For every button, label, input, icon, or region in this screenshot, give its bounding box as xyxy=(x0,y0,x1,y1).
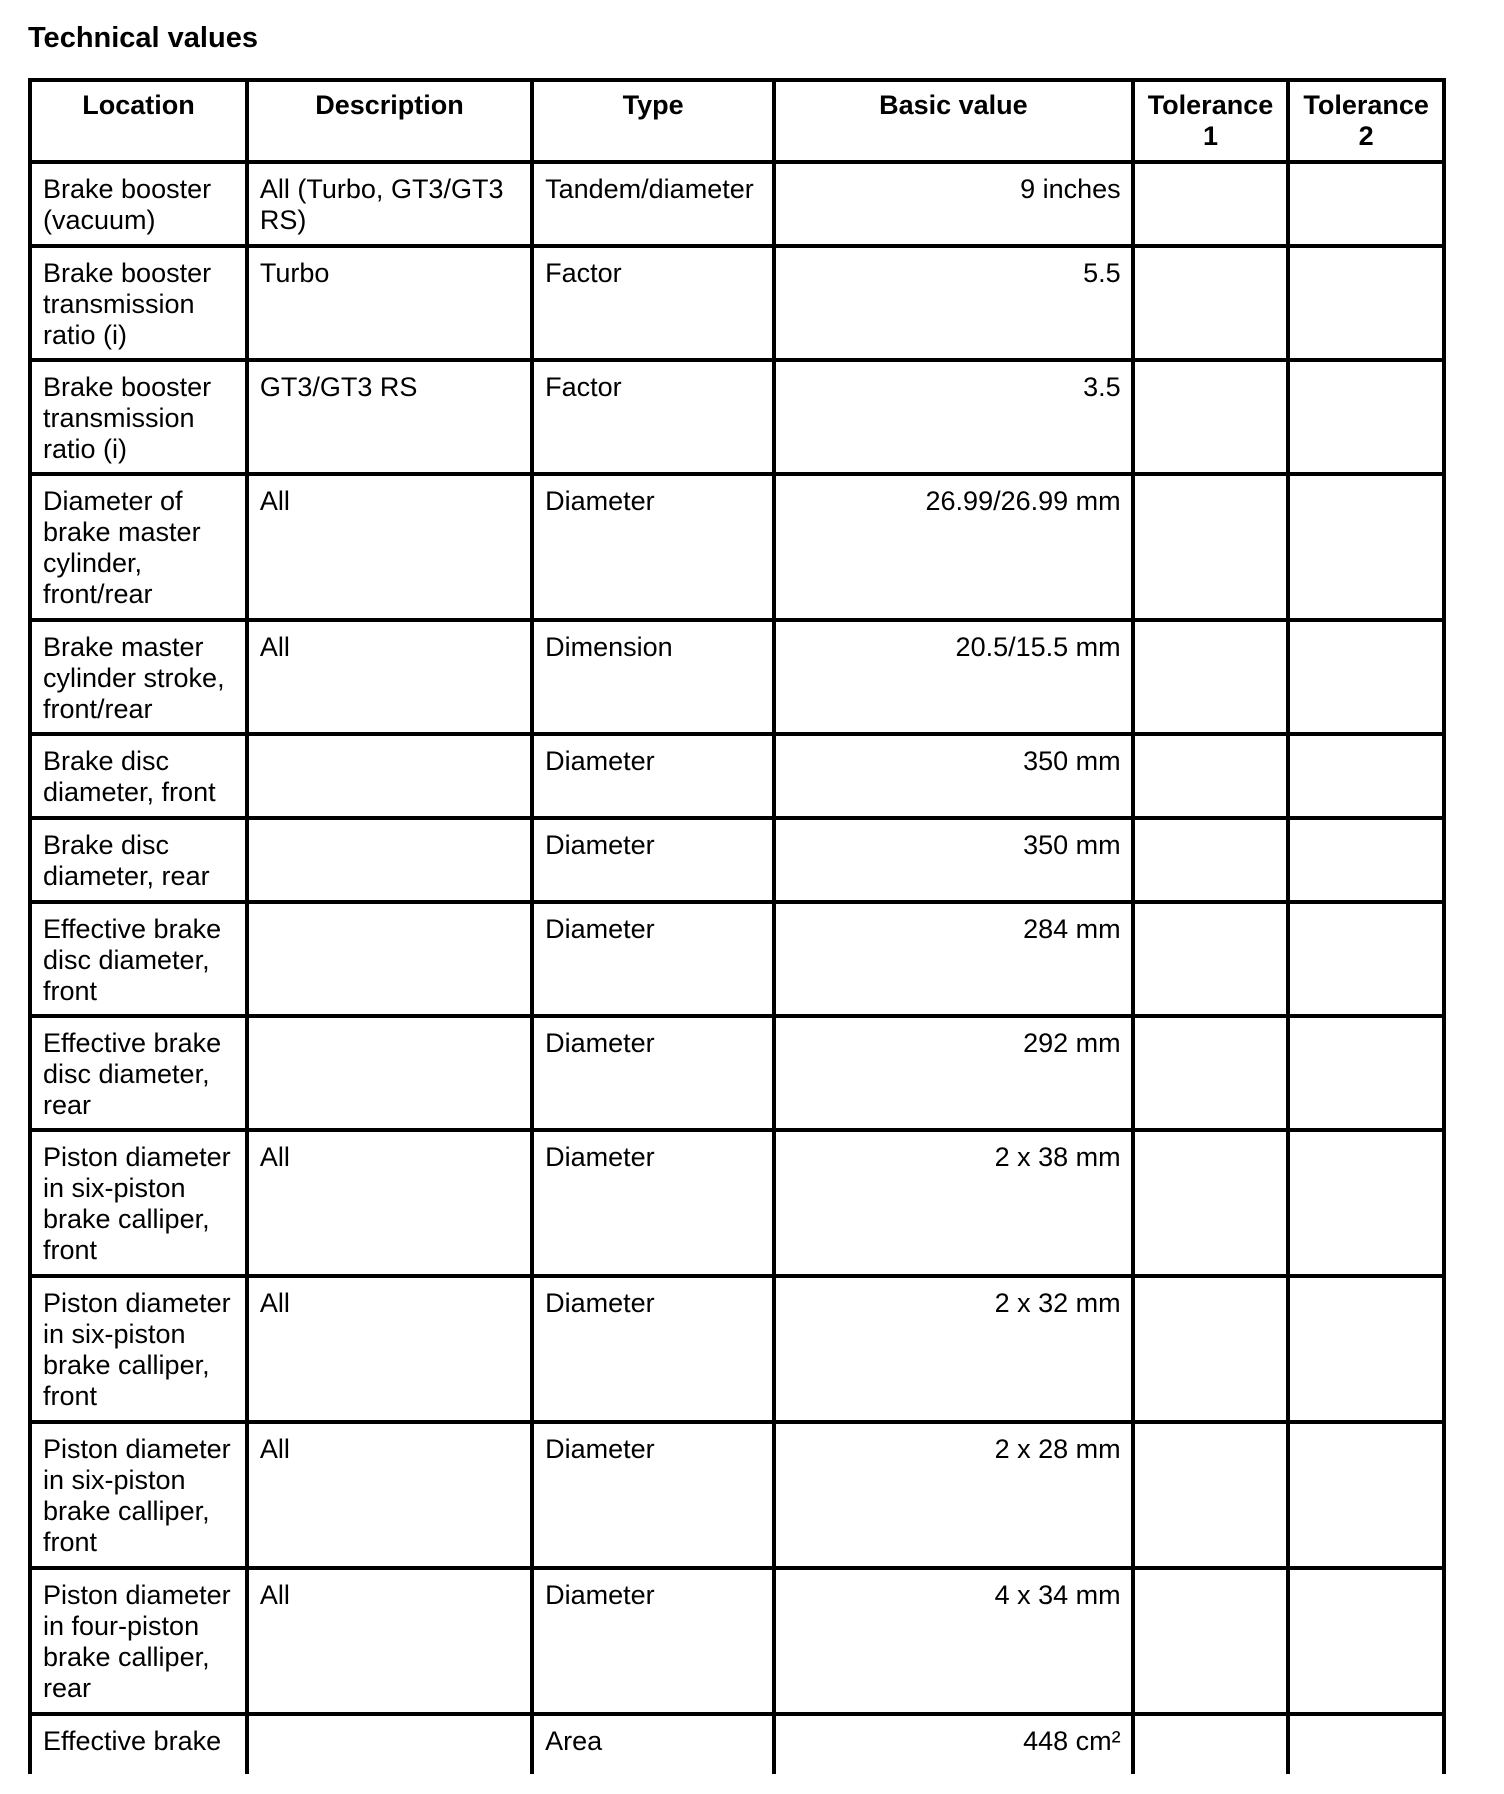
cell-tolerance1 xyxy=(1133,1422,1289,1568)
cell-type: Factor xyxy=(532,246,774,360)
cell-basic-value: 5.5 xyxy=(774,246,1133,360)
cell-tolerance2 xyxy=(1288,620,1444,734)
header-description: Description xyxy=(247,80,532,162)
table-row xyxy=(30,818,1444,902)
cell-tolerance1 xyxy=(1133,1276,1289,1422)
table-row xyxy=(30,474,1444,620)
table-row xyxy=(30,1130,1444,1276)
cell-tolerance1 xyxy=(1133,818,1289,902)
cell-type: Diameter xyxy=(532,1130,774,1276)
cell-basic-value: 350 mm xyxy=(774,818,1133,902)
cell-type: Diameter xyxy=(532,1568,774,1714)
cell-tolerance2 xyxy=(1288,1422,1444,1568)
cell-location: Effective brake xyxy=(30,1714,247,1774)
cell-location: Diameter of brake master cylinder, front/rear xyxy=(30,474,247,620)
cell-basic-value: 26.99/26.99 mm xyxy=(774,474,1133,620)
cell-tolerance1 xyxy=(1133,360,1289,474)
cell-tolerance1 xyxy=(1133,734,1289,818)
cell-basic-value: 4 x 34 mm xyxy=(774,1568,1133,1714)
cell-location: Brake disc diameter, rear xyxy=(30,818,247,902)
table-row xyxy=(30,1714,1444,1774)
cell-description: All xyxy=(247,1422,532,1568)
cell-location: Brake disc diameter, front xyxy=(30,734,247,818)
cell-basic-value: 2 x 38 mm xyxy=(774,1130,1133,1276)
cell-type: Factor xyxy=(532,360,774,474)
table-body xyxy=(30,162,1444,1774)
cell-description: All (Turbo, GT3/GT3 RS) xyxy=(247,162,532,246)
cell-basic-value: 292 mm xyxy=(774,1016,1133,1130)
cell-description: All xyxy=(247,1276,532,1422)
cell-location: Piston diameter in six-piston brake calliper, front xyxy=(30,1130,247,1276)
cell-tolerance2 xyxy=(1288,246,1444,360)
cell-tolerance1 xyxy=(1133,1016,1289,1130)
table-row xyxy=(30,162,1444,246)
cell-basic-value: 9 inches xyxy=(774,162,1133,246)
table-row xyxy=(30,1016,1444,1130)
cell-tolerance2 xyxy=(1288,360,1444,474)
cell-basic-value: 284 mm xyxy=(774,902,1133,1016)
cell-type: Diameter xyxy=(532,734,774,818)
cell-tolerance2 xyxy=(1288,1130,1444,1276)
cell-description xyxy=(247,734,532,818)
cell-tolerance2 xyxy=(1288,1276,1444,1422)
cell-location: Piston diameter in four-piston brake calliper, rear xyxy=(30,1568,247,1714)
cell-type: Diameter xyxy=(532,474,774,620)
table-row xyxy=(30,1422,1444,1568)
cell-description xyxy=(247,902,532,1016)
cell-tolerance2 xyxy=(1288,1714,1444,1774)
cell-location: Effective brake disc diameter, rear xyxy=(30,1016,247,1130)
cell-tolerance1 xyxy=(1133,1714,1289,1774)
cell-tolerance2 xyxy=(1288,818,1444,902)
cell-basic-value: 2 x 32 mm xyxy=(774,1276,1133,1422)
cell-location: Piston diameter in six-piston brake calliper, front xyxy=(30,1422,247,1568)
cell-basic-value: 350 mm xyxy=(774,734,1133,818)
cell-basic-value: 3.5 xyxy=(774,360,1133,474)
cell-description xyxy=(247,1016,532,1130)
cell-location: Piston diameter in six-piston brake calliper, front xyxy=(30,1276,247,1422)
cell-tolerance1 xyxy=(1133,620,1289,734)
cell-description xyxy=(247,1714,532,1774)
cell-type: Diameter xyxy=(532,1422,774,1568)
cell-type: Diameter xyxy=(532,1276,774,1422)
cell-location: Brake booster transmission ratio (i) xyxy=(30,246,247,360)
table-row xyxy=(30,1568,1444,1714)
technical-values-table xyxy=(28,78,1446,1774)
table-row xyxy=(30,360,1444,474)
cell-type: Tandem/diameter xyxy=(532,162,774,246)
cell-description: All xyxy=(247,620,532,734)
cell-tolerance2 xyxy=(1288,1016,1444,1130)
cell-location: Brake booster transmission ratio (i) xyxy=(30,360,247,474)
cell-tolerance2 xyxy=(1288,1568,1444,1714)
cell-basic-value: 448 cm² xyxy=(774,1714,1133,1774)
cell-location: Brake booster (vacuum) xyxy=(30,162,247,246)
cell-tolerance1 xyxy=(1133,1568,1289,1714)
cell-tolerance2 xyxy=(1288,902,1444,1016)
cell-tolerance1 xyxy=(1133,162,1289,246)
table-header-row xyxy=(30,80,1444,162)
cell-tolerance2 xyxy=(1288,734,1444,818)
cell-type: Diameter xyxy=(532,818,774,902)
header-basic-value: Basic value xyxy=(774,80,1133,162)
cell-description: GT3/GT3 RS xyxy=(247,360,532,474)
cell-tolerance1 xyxy=(1133,474,1289,620)
cell-tolerance1 xyxy=(1133,1130,1289,1276)
cell-tolerance1 xyxy=(1133,902,1289,1016)
page-title: Technical values xyxy=(28,22,258,54)
cell-tolerance1 xyxy=(1133,246,1289,360)
cell-basic-value: 20.5/15.5 mm xyxy=(774,620,1133,734)
cell-type: Area xyxy=(532,1714,774,1774)
cell-tolerance2 xyxy=(1288,474,1444,620)
header-location: Location xyxy=(30,80,247,162)
header-tolerance-2: Tolerance 2 xyxy=(1288,80,1444,162)
cell-type: Diameter xyxy=(532,1016,774,1130)
cell-tolerance2 xyxy=(1288,162,1444,246)
cell-type: Dimension xyxy=(532,620,774,734)
table-row xyxy=(30,734,1444,818)
cell-basic-value: 2 x 28 mm xyxy=(774,1422,1133,1568)
cell-description: All xyxy=(247,1568,532,1714)
header-tolerance-1: Tolerance 1 xyxy=(1133,80,1289,162)
cell-type: Diameter xyxy=(532,902,774,1016)
table-row xyxy=(30,902,1444,1016)
cell-description: All xyxy=(247,1130,532,1276)
cell-description: All xyxy=(247,474,532,620)
table-row xyxy=(30,620,1444,734)
cell-description xyxy=(247,818,532,902)
cell-description: Turbo xyxy=(247,246,532,360)
table-row xyxy=(30,1276,1444,1422)
cell-location: Effective brake disc diameter, front xyxy=(30,902,247,1016)
cell-location: Brake master cylinder stroke, front/rear xyxy=(30,620,247,734)
table-row xyxy=(30,246,1444,360)
header-type: Type xyxy=(532,80,774,162)
